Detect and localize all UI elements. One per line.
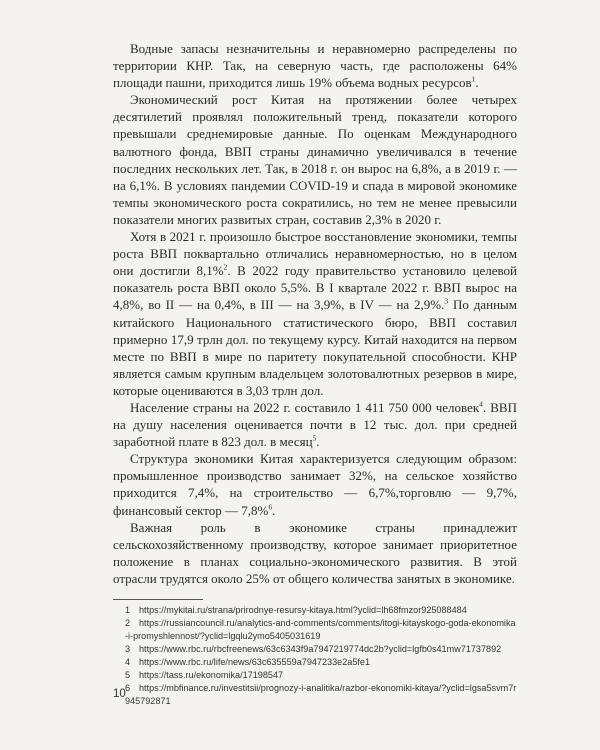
footnote [113,617,517,643]
footnote-link[interactable]: https://www.rbc.ru/rbcfreenews/63c6343f9a7947219774dc2b?yclid=lgfb0s41mw71737892 [139,644,502,654]
footnote-link[interactable]: https://www.rbc.ru/life/news/63c635559a7947233e2a5fe1 [139,657,371,667]
paragraph-text: . [475,75,479,91]
page-number: 10 [113,688,126,700]
paragraph-text: . ВВП на душу населения оценивается почти в 12 тыс. дол. при средней заработной плате в 823 дол. в месяц [113,399,517,450]
paragraph [113,450,517,518]
footnote-ref[interactable]: 4 [479,399,483,409]
footnote-ref[interactable]: 2 [223,262,228,272]
footnote-link[interactable]: https://russiancouncil.ru/analytics-and-comments/comments/itogi-kitayskogo-goda-ekonomika-i-promyshlennost/?yclid=lgqlu2ymo5405031619 [125,618,516,641]
footnote-number: 1 [125,605,131,615]
footnote-ref[interactable]: 5 [312,433,317,443]
paragraph-text: . [316,434,320,450]
footnote-ref[interactable]: 3 [444,297,449,307]
paragraph-text: Водные запасы незначительны и неравномерно распределены по территории КНР. Так, на северную часть, где расположены 64% площади пашни, приходится лишь 19% объема водных ресурсов [113,41,517,91]
footnote-number: 2 [125,618,131,628]
footnote [113,643,517,656]
paragraph-text: Важная роль в экономике страны принадлежит сельскохозяйственному производству, которое занимает приоритетное положение в планах социально-экономического развития. В этой отрасли трудятся около 25% от общего количества занятых в экономике. [113,519,517,586]
paragraph [113,91,517,228]
footnote-link[interactable]: https://mykitai.ru/strana/prirodnye-resursy-kitaya.html?yclid=lh68fmzor925088484 [139,605,467,615]
footnote-link[interactable]: https://tass.ru/ekonomika/17198547 [139,670,284,680]
paragraph-text: . [272,502,276,518]
paragraph [113,40,517,91]
footnote-ref[interactable]: 6 [268,502,273,512]
document-page [113,40,517,708]
paragraph-text: Экономический рост Китая на протяжении более четырех десятилетий проявлял положительный тренд, показатели которого превышали среднемировые данные. По оценкам Международного валютного фонда, ВВП страны динамично увеличивался в течение последних нескольких лет. Так, в 2018 г. он вырос на 6,8%, а в 2019 г. — на 6,1%. В условиях пандемии COVID-19 и спада в мировой экономике темпы экономического роста сократились, но тем не менее превысили показатели многих развитых стран, составив 2,3% в 2020 г. [113,92,517,227]
footnote [113,656,517,669]
footnote-ref[interactable]: 1 [471,74,476,84]
footnote [113,669,517,682]
footnote-number: 5 [125,670,131,680]
footnote-number: 3 [125,644,131,654]
footnote-number: 4 [125,657,131,667]
footnote [113,682,517,708]
paragraph-text: Население страны на 2022 г. составило 1 411 750 000 человек [130,399,480,415]
footnote [113,604,517,617]
paragraph-text: По данным китайского Национального статистического бюро, ВВП составил примерно 17,9 трлн дол. по текущему курсу. Китай находится на первом месте по ВВП в мире по паритету покупательной способности. КНР является самым крупным владельцем золотовалютных резервов в мире, которые оцениваются в 3,03 трлн дол. [113,297,517,398]
paragraph [113,399,517,450]
paragraph [113,519,517,587]
footnote-separator [113,599,203,600]
paragraph-text: Структура экономики Китая характеризуется следующим образом: промышленное производство занимает 32%, на сельское хозяйство приходится 7,4%, на строительство — 6,7%,торговлю — 9,7%, финансовый сектор — 7,8% [113,451,517,518]
footnotes [113,604,517,708]
body-text [113,40,517,587]
paragraph-text: Хотя в 2021 г. произошло быстрое восстановление экономики, темпы роста ВВП поквартально отличались неравномерностью, но в целом они достигли 8,1% [113,229,517,279]
footnote-number: 6 [125,683,131,693]
paragraph-text: . В 2022 году правительство установило целевой показатель роста ВВП около 5,5%. В I квартале 2022 г. ВВП вырос на 4,8%, во II — на 0,4%, в III — на 3,9%, в IV — на 2,9%. [113,263,517,313]
footnote-link[interactable]: https://mbfinance.ru/investitsii/prognozy-i-analitika/razbor-ekonomiki-kitaya/?yclid=lgsa5svm7r945792871 [125,683,517,706]
paragraph [113,228,517,399]
